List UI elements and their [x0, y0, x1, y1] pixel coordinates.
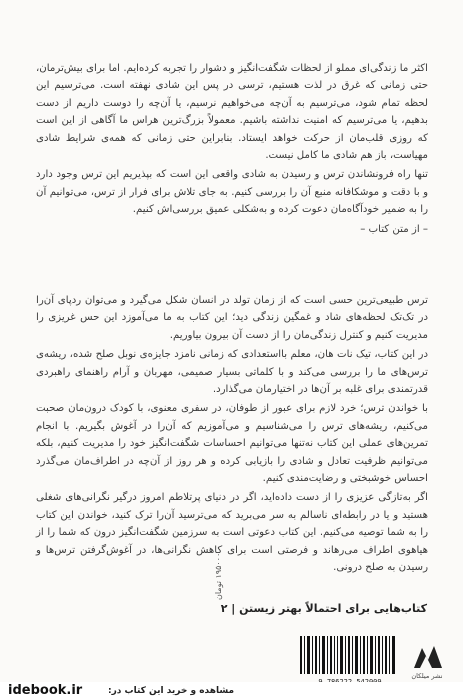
site-call-to-action[interactable]: مشاهده و خرید این کتاب در: [108, 686, 235, 696]
description-text-block [36, 292, 428, 579]
description-paragraph-4: اگر به‌تازگی عزیزی را از دست داده‌اید، اگر در دنیای پرتلاطم امروز درگیر نگرانی‌های شغلی هستید و یا در رابطه‌ای ناسالم به سر می‌برید که می‌ترسید آن‌را ترک کنید، خواندن این کتاب را به شما توصیه می‌کنیم. این کتاب دعوتی است به سرزمین شگفت‌انگیز درون که شما را از هیاهوی اطراف می‌رهاند و فرصتی است برای کاهش نگرانی‌ها، در آغوش‌گرفتن ترس‌ها و رسیدن به صلح درونی. [36, 492, 428, 574]
barcode-icon [222, 634, 402, 682]
description-paragraph-1: ترس طبیعی‌ترین حسی است که از زمان تولد در انسان شکل می‌گیرد و می‌توان ردپای آن‌را در تک‌تک لحظه‌های شاد و غمگین زندگی دید؛ این کتاب به ما می‌آموزد این حس غریزی را مدیریت کنیم و کنترل زندگی‌مان را از دست آن بیرون بیاوریم. [36, 295, 428, 341]
site-logo[interactable]: idebook.ir [8, 683, 83, 698]
description-paragraph-2: در این کتاب، تیک نات هان، معلم بااستعدادی که زمانی نامزد جایزه‌ی نوبل صلح شده، ریشه‌ی ترس‌های ما را بررسی می‌کند و با کلماتی بسیار صمیمی، مهربان و آرام راهنمای راهبردی قدرتمندی برای غلبه بر آن‌ها در اختیارمان می‌گذارد. [36, 349, 428, 396]
intro-text-block [36, 60, 428, 238]
series-label: کتاب‌هایی برای احتمالاً بهتر زیستن | ۲ [220, 602, 427, 615]
price-label: ۱۹۵۰۰۰ تومان [214, 552, 223, 600]
intro-paragraph-2: تنها راه فرونشاندن ترس و رسیدن به شادی واقعی این است که بپذیریم این ترس وجود دارد و با دقت و موشکافانه منبع آن را بررسی کنیم. به جای تلاش برای فرار از ترس، می‌توانیم آن را به ضمیر خودآگاه‌مان دعوت کرده و به‌شکلی عمیق بررسی‌اش کنیم. [36, 169, 428, 216]
attribution-text: – از متن کتاب – [360, 223, 428, 235]
intro-paragraph-1: اکثر ما زندگی‌ای مملو از لحظات شگفت‌انگیز و دشوار را تجربه کرده‌ایم. اما برای بیش‌ترمان، حتی زمانی که غرق در لذت هستیم، ترسی در پس این شادی نهفته است. می‌ترسیم این لحظه تمام شود، می‌ترسیم به آن‌چه می‌خواهیم نرسیم، یا آن‌چه را دوست داریم از دست بدهیم، یا می‌ترسیم که امنیت نداشته باشیم. معمولاً بزرگ‌ترین هراس ما آگاهی از این است که روزی قلب‌مان از حرکت خواهد ایستاد. بنابراین حتی زمانی که همه‌ی شرایط شادی مهیاست، باز هم شادی ما کامل نیست. [36, 63, 428, 162]
description-paragraph-3: با خواندن ترس؛ خرد لازم برای عبور از طوفان، در سفری معنوی، با کودک درون‌مان صحبت می‌کنیم، ریشه‌های ترس را می‌شناسیم و می‌آموزیم که آن‌را در آغوش بگیریم. با انجام تمرین‌های عملی این کتاب نه‌تنها می‌توانیم احساسات شگفت‌انگیز خود را مدیریت کنیم، بلکه می‌توانیم ظرفیت تعادل و شادی را بازیابی کرده و هر روز از آن‌چه در اطراف‌مان می‌گذرد احساس خوشبختی و رضایت‌مندی کنیم. [36, 403, 428, 485]
publisher-logo-icon [410, 638, 446, 674]
publisher-logo-text: نشر میلکان [411, 672, 443, 680]
